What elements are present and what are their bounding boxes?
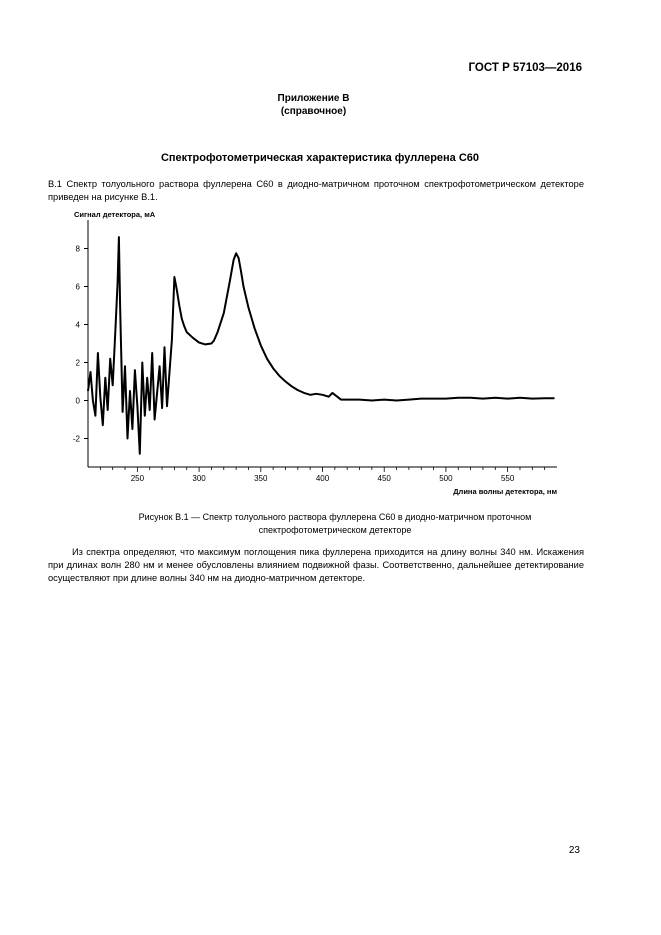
section-title: Спектрофотометрическая характеристика фуллерена С60 xyxy=(160,152,480,164)
standard-code: ГОСТ Р 57103—2016 xyxy=(468,62,582,74)
y-tick-label: 6 xyxy=(75,282,80,292)
y-tick-label: -2 xyxy=(72,434,80,444)
x-tick-label: 500 xyxy=(439,474,453,483)
x-tick-label: 350 xyxy=(254,474,268,483)
appendix-subtitle: (справочное) xyxy=(280,106,347,117)
y-tick-label: 4 xyxy=(75,320,80,330)
y-tick-label: 0 xyxy=(75,396,80,406)
x-tick-label: 550 xyxy=(500,474,515,483)
page-number: 23 xyxy=(568,845,580,856)
spectrum-chart-svg xyxy=(60,205,570,500)
paragraph-intro: В.1 Спектр толуольного раствора фуллерена С60 в диодно-матричном проточном спектрофотометрическом детекторе приведен на рисунке В.1. xyxy=(48,179,584,203)
spectrum-line xyxy=(88,237,555,454)
y-tick-label: 8 xyxy=(75,244,80,254)
paragraph-conclusion: Из спектра определяют, что максимум поглощения пика фуллерена приходится на длину волны 340 нм. Искажения при длинах волн 280 нм и менее обусловлены влиянием подвижной фазы. Соответственно, дальнейшее детектирование осуществляют при длине волны 340 нм на диодно-матричном детекторе. xyxy=(48,547,584,584)
figure-caption xyxy=(60,511,610,536)
y-axis-title: Сигнал детектора, мА xyxy=(74,210,156,219)
x-tick-label: 250 xyxy=(130,474,145,483)
x-tick-label: 300 xyxy=(192,474,206,483)
figure-caption-line1: Рисунок В.1 — Спектр толуольного раствора фуллерена С60 в диодно-матричном проточном xyxy=(138,512,532,522)
x-axis-title: Длина волны детектора, нм xyxy=(453,487,557,496)
x-tick-label: 450 xyxy=(377,474,391,483)
x-tick-label: 400 xyxy=(315,474,330,483)
spectrum-chart xyxy=(60,205,570,500)
y-tick-label: 2 xyxy=(75,358,80,368)
appendix-title: Приложение В xyxy=(277,93,350,104)
appendix-heading xyxy=(0,92,627,118)
figure-caption-line2: спектрофотометрическом детекторе xyxy=(258,524,412,535)
